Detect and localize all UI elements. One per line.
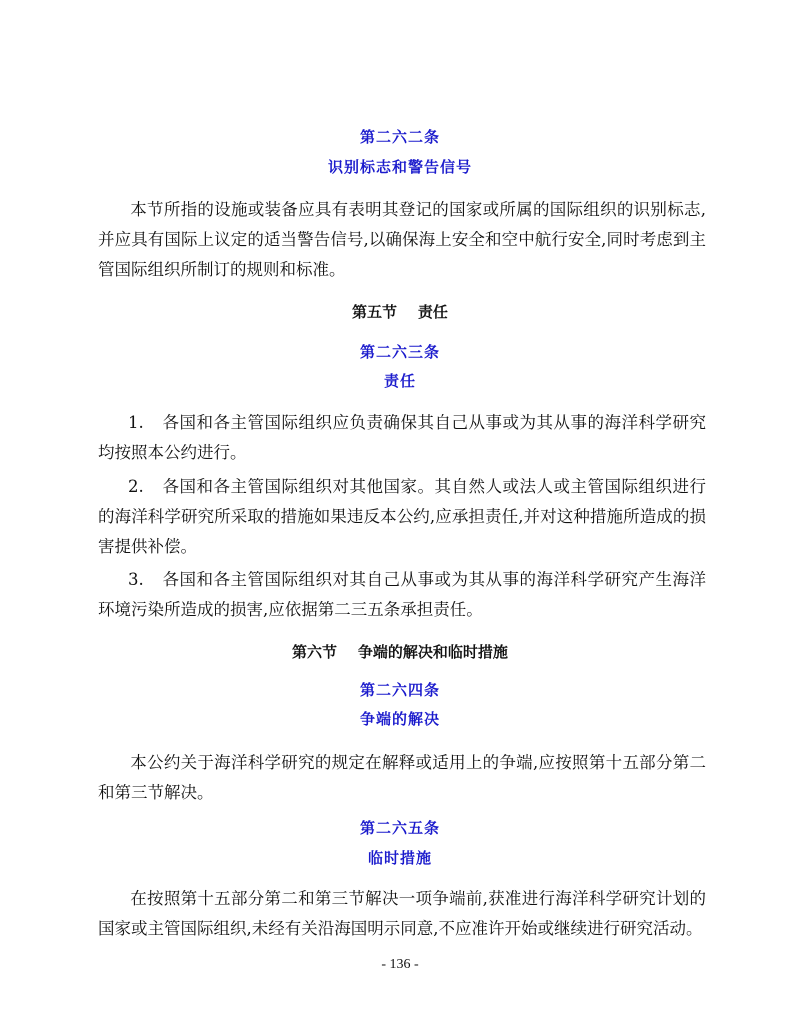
item-text: 各国和各主管国际组织应负责确保其自己从事或为其从事的海洋科学研究均按照本公约进行。 [98,413,706,462]
article-262-title: 识别标志和警告信号 [327,158,472,176]
article-265-number: 第二六五条 [359,819,440,837]
article-262-number: 第二六二条 [359,128,440,146]
item-text: 各国和各主管国际组织对其自己从事或为其从事的海洋科学研究产生海洋环境污染所造成的损害,应依据第二三五条承担责任。 [98,570,706,619]
article-263-title: 责任 [383,372,416,390]
section-6-heading: 第六节 争端的解决和临时措施 [292,643,508,661]
item-number: 3. [128,570,144,589]
article-263-item-2 [98,472,706,562]
item-number: 2. [128,477,144,496]
article-263-item-1 [98,408,706,468]
article-263-number: 第二六三条 [359,343,440,361]
article-263-item-3 [98,565,706,625]
item-number: 1. [128,413,144,432]
article-264-number: 第二六四条 [359,681,440,699]
article-262-paragraph [98,195,706,285]
article-265-paragraph [98,884,706,944]
article-264-paragraph [98,748,706,808]
article-262-text: 本节所指的设施或装备应具有表明其登记的国家或所属的国际组织的识别标志,并应具有国际上议定的适当警告信号,以确保海上安全和空中航行安全,同时考虑到主管国际组织所制订的规则和标准。 [98,200,706,279]
article-265-text: 在按照第十五部分第二和第三节解决一项争端前,获准进行海洋科学研究计划的国家或主管国际组织,未经有关沿海国明示同意,不应准许开始或继续进行研究活动。 [98,889,706,938]
item-text: 各国和各主管国际组织对其他国家。其自然人或法人或主管国际组织进行的海洋科学研究所采取的措施如果违反本公约,应承担责任,并对这种措施所造成的损害提供补偿。 [98,477,706,556]
section-5-heading: 第五节 责任 [352,303,448,321]
article-265-title: 临时措施 [367,849,432,867]
article-264-title: 争端的解决 [359,710,440,728]
page-number: - 136 - [381,957,419,972]
article-264-text: 本公约关于海洋科学研究的规定在解释或适用上的争端,应按照第十五部分第二和第三节解决。 [98,753,706,802]
